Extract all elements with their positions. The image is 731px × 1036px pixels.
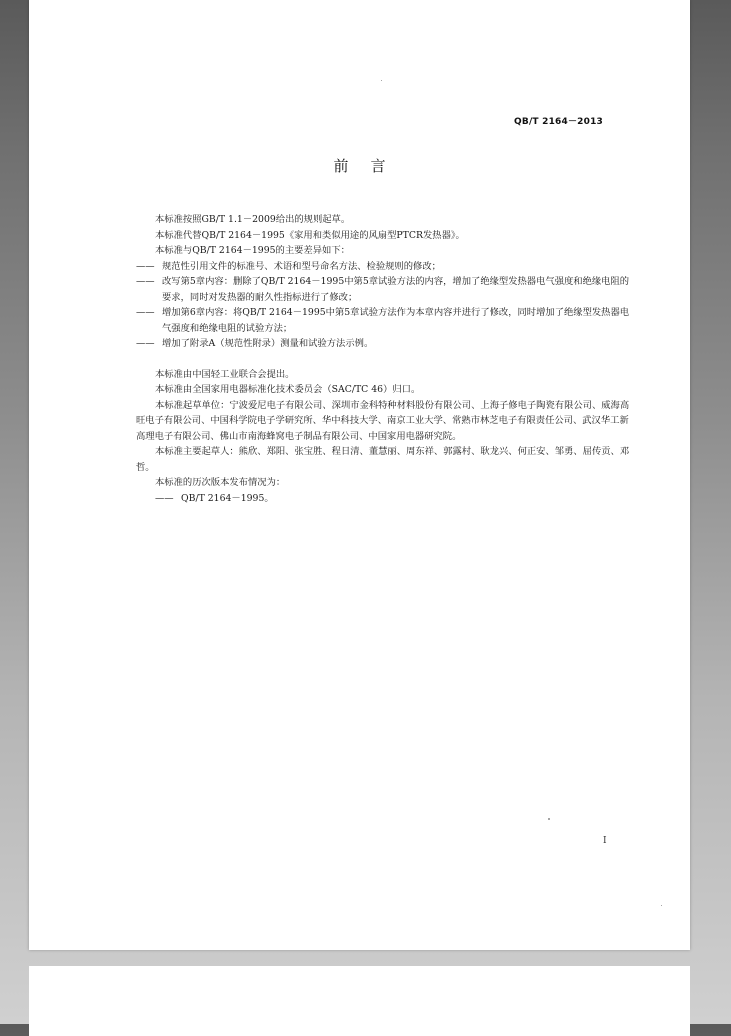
standard-code: QB/T 2164－2013 [514, 117, 603, 127]
history-intro-line: 本标准的历次版本发布情况为： [155, 477, 286, 488]
dash-mark: —— [136, 338, 155, 349]
difference-item [136, 274, 636, 305]
differences-intro: 本标准与QB/T 2164－1995的主要差异如下： [155, 245, 350, 256]
scan-speck [381, 80, 382, 81]
difference-text: 规范性引用文件的标准号、术语和型号命名方法、检验规则的修改； [162, 260, 441, 272]
proposed-by-line: 本标准由中国轻工业联合会提出。 [155, 368, 295, 380]
page-number: I [603, 836, 607, 846]
drafters-paragraph: 本标准主要起草人：熊欣、郑阳、张宝胜、程日清、董慧丽、周东祥、郭露村、耿龙兴、何正安、邹勇、屈传贡、邓哲。 [136, 446, 630, 473]
difference-text: 改写第5章内容：删除了QB/T 2164－1995中第5章试验方法的内容，增加了绝缘型发热器电气强度和绝缘电阻的要求，同时对发热器的耐久性指标进行了修改； [162, 276, 630, 303]
difference-text: 增加了附录A（规范性附录）测量和试验方法示例。 [162, 338, 374, 349]
dash-mark: —— [155, 492, 174, 504]
drafting-rule-line: 本标准按照GB/T 1.1－2009给出的规则起草。 [155, 214, 351, 225]
scan-speck [548, 818, 550, 820]
dash-mark: —— [136, 307, 155, 318]
replaces-line: 本标准代替QB/T 2164－1995《家用和类似用途的风扇型PTCR发热器》。 [155, 229, 465, 241]
difference-text: 增加第6章内容：将QB/T 2164－1995中第5章试验方法作为本章内容并进行了修改，同时增加了绝缘型发热器电气强度和绝缘电阻的试验方法； [162, 307, 630, 334]
dash-mark: —— [136, 276, 155, 287]
dash-mark: —— [136, 260, 155, 272]
foreword-body [136, 212, 636, 506]
difference-item [136, 259, 636, 275]
next-document-page [29, 966, 690, 1036]
scan-speck [661, 905, 662, 906]
history-item [136, 491, 636, 507]
history-item-text: QB/T 2164－1995。 [181, 492, 274, 504]
difference-item [136, 305, 636, 336]
difference-item [136, 336, 636, 352]
page-title: 前言 [333, 157, 408, 175]
document-page [29, 0, 690, 950]
drafting-units-paragraph: 本标准起草单位：宁波爱尼电子有限公司、深圳市金科特种材料股份有限公司、上海子修电子陶瓷有限公司、威海高旺电子有限公司、中国科学院电子学研究所、华中科技大学、南京工业大学、常熟市林芝电子有限责任公司、武汉华工新高理电子有限公司、佛山市南海蜂窝电子制品有限公司、中国家用电器研究院。 [136, 399, 630, 442]
managed-by-line: 本标准由全国家用电器标准化技术委员会（SAC/TC 46）归口。 [155, 384, 421, 395]
